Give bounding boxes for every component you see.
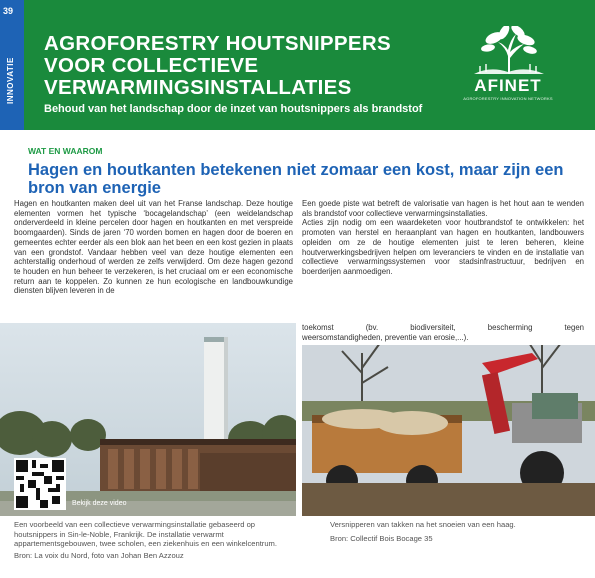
page-title (44, 33, 444, 99)
wood-chipping-image (302, 323, 595, 516)
left-column (14, 199, 293, 296)
qr-code[interactable] (14, 458, 66, 510)
afinet-logo (460, 26, 556, 106)
watch-video-link[interactable]: Bekijk deze video (72, 500, 127, 507)
section-tab-label: INNOVATIE (6, 57, 15, 104)
title-line-1: AGROFORESTRY HOUTSNIPPERS (44, 32, 391, 55)
caption-left-text: Een voorbeeld van een collectieve verwarmingsinstallatie gebaseerd op houtsnippers in Sin-le-Noble, Frankrijk. De installatie verwarmt appartementsgebouwen, twee scholen, een ziekenhuis en een winkelcentrum. (14, 520, 277, 548)
logo-text: AFINET (474, 76, 542, 95)
title-line-3: VERWARMINGSINSTALLATIES (44, 76, 352, 99)
caption-left-credit: Bron: La voix du Nord, foto van Johan Ben Azzouz (14, 550, 184, 560)
right-top-line-1: toekomst (bv. biodiversiteit, bescherming tegen (302, 323, 584, 332)
tree-icon (460, 26, 556, 76)
right-column (302, 199, 584, 277)
left-paragraph: Hagen en houtkanten maken deel uit van het Franse landschap. Deze houtige elementen vormen het typische ‘bocagelandschap’ (een weidelandschap onderverdeeld in kleine percelen door hagen en houtkanten en met verspreide boomgaarden). Sinds de jaren ‘70 worden bomen en hagen door de boeren en gemeentes echter eerder als een blok aan het been en een kost gezien in plaats van een grondstof. Vandaar hebben veel van deze houtige elementen een achterstallig onderhoud of werden ze zelfs verwijderd. Om deze hagen gezond te houden en hun beheer te verzekeren, is het cruciaal om er een economische return aan te koppelen. Zo kunnen ze hun ecologische en landbouwkundige diensten blijven leveren in de (14, 199, 293, 296)
caption-right-text: Versnipperen van takken na het snoeien van een haag. (330, 520, 516, 529)
right-paragraph-1: Een goede piste wat betreft de valorisatie van hagen is het hout aan te wenden als brandstof voor collectieve verwarmingsinstallaties. (302, 199, 584, 218)
right-paragraph-2: Acties zijn nodig om een waardeketen voor houtbrandstof te ontwikkelen: het promoten van herstel en heraanplant van hagen en houtkanten, landbouwers opleiden om ze de houtige elementen juist te leren beheren, kleine houtverwerkingsbedrijven helpen om leveranciers te vinden en de installatie van collectieve verwarmingssystemen voor stadsinfrastructuur, bedrijven en boerderijen aanmoedigen. (302, 218, 584, 276)
qr-code-icon (16, 460, 64, 508)
title-line-2: VOOR COLLECTIEVE (44, 54, 259, 77)
article-headline: Hagen en houtkanten betekenen niet zomaar een kost, maar zijn een bron van energie (28, 161, 564, 197)
caption-right (330, 520, 590, 543)
section-tab (4, 57, 20, 154)
right-top-line-2: weersomstandigheden, preventie van erosie,...). (302, 332, 469, 342)
title-banner (24, 0, 595, 130)
text-overlap-area (302, 323, 595, 345)
wood-chipping-photo (302, 323, 595, 516)
page-number: 39 (3, 6, 14, 16)
caption-left (14, 520, 294, 560)
caption-right-credit: Bron: Collectif Bois Bocage 35 (330, 533, 433, 543)
section-kicker: WAT EN WAAROM (28, 146, 103, 156)
logo-tagline: AGROFORESTRY INNOVATION NETWORKS (463, 96, 553, 101)
side-tab (0, 0, 24, 130)
page-subtitle: Behoud van het landschap door de inzet van houtsnippers als brandstof (44, 103, 423, 115)
